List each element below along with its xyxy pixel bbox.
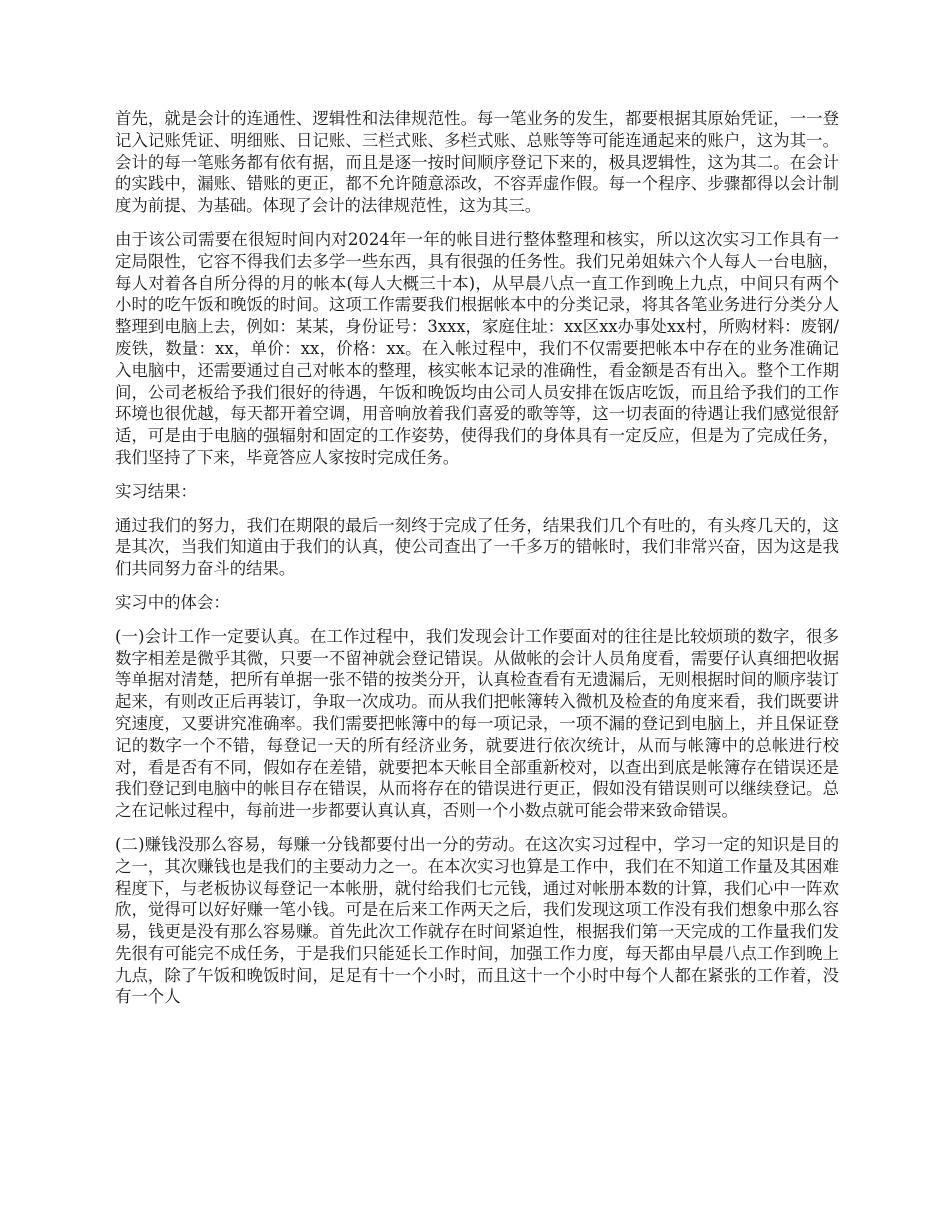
heading-internship-experience: 实习中的体会： xyxy=(115,592,230,612)
paragraph-accounting-principles: 首先，就是会计的连通性、逻辑性和法律规范性。每一笔业务的发生，都要根据其原始凭证，一一登记入记账凭证、明细账、日记账、三栏式账、多栏式账、总账等等可能连通起来的账户，这为其一。会计的每一笔账务都有依有据，而且是逐一按时间顺序登记下来的，极具逻辑性，这为其二。在会计的实践中，漏账、错账的更正，都不允许随意添改，不容弄虚作假。每一个程序、步骤都得以会计制度为前提、为基础。体现了会计的法律规范性，这为其三。 xyxy=(115,109,839,216)
paragraph-experience-two: (二)赚钱没那么容易，每赚一分钱都要付出一分的劳动。在这次实习过程中，学习一定的知识是目的之一，其次赚钱也是我们的主要动力之一。在本次实习也算是工作中，我们在不知道工作量及其困难程度下，与老板协议每登记一本帐册，就付给我们七元钱，通过对帐册本数的计算，我们心中一阵欢欣，觉得可以好好赚一笔小钱。可是在后来工作两天之后，我们发现这项工作没有我们想象中那么容易，钱更是没有那么容易赚。首先此次工作就存在时间紧迫性，根据我们第一天完成的工作量我们发先很有可能完不成任务，于是我们只能延长工作时间，加强工作力度，每天都由早晨八点工作到晚上九点，除了午饭和晚饭时间，足足有十一个小时，而且这十一个小时中每个人都在紧张的工作着，没有一个人 xyxy=(115,834,839,1007)
paragraph-results: 通过我们的努力，我们在期限的最后一刻终于完成了任务，结果我们几个有吐的，有头疼几天的，这是其次，当我们知道由于我们的认真，使公司查出了一千多万的错帐时，我们非常兴奋，因为这是我们共同努力奋斗的结果。 xyxy=(115,515,839,579)
paragraph-experience-one: (一)会计工作一定要认真。在工作过程中，我们发现会计工作要面对的往往是比较烦琐的数字，很多数字相差是微乎其微，只要一不留神就会登记错误。从做帐的会计人员角度看，需要仔认真细把收据等单据对清楚，把所有单据一张不错的按类分开，认真检查看有无遗漏后，无则根据时间的顺序装订起来，有则改正后再装订，争取一次成功。而从我们把帐簿转入微机及检查的角度来看，我们既要讲究速度，又要讲究准确率。我们需要把帐簿中的每一项记录，一项不漏的登记到电脑上，并且保证登记的数字一个不错，每登记一天的所有经济业务，就要进行依次统计，从而与帐簿中的总帐进行校对，看是否有不同，假如存在差错，就要把本天帐目全部重新校对，以查出到底是帐簿存在错误还是我们登记到电脑中的帐目存在错误，从而将存在的错误进行更正，假如没有错误则可以继续登记。总之在记帐过程中，每前进一步都要认真认真，否则一个小数点就可能会带来致命错误。 xyxy=(115,626,839,821)
heading-internship-results: 实习结果： xyxy=(115,481,197,501)
document-body xyxy=(115,108,839,1020)
paragraph-work-description: 由于该公司需要在很短时间内对2024年一年的帐目进行整体整理和核实，所以这次实习工作具有一定局限性，它容不得我们去多学一些东西，具有很强的任务性。我们兄弟姐妹六个人每人一台电脑，每人对着各自所分得的月的帐本(每人大概三十本)，从早晨八点一直工作到晚上九点，中间只有两个小时的吃午饭和晚饭的时间。这项工作需要我们根据帐本中的分类记录，将其各笔业务进行分类分人整理到电脑上去，例如：某某，身份证号：3xxx，家庭住址：xx区xx办事处xx村，所购材料：废钢/废铁，数量：xx，单价：xx，价格：xx。在入帐过程中，我们不仅需要把帐本中存在的业务准确记入电脑中，还需要通过自己对帐本的整理，核实帐本记录的准确性，看金额是否有出入。整个工作期间，公司老板给予我们很好的待遇，午饭和晚饭均由公司人员安排在饭店吃饭，而且给予我们的工作环境也很优越，每天都开着空调，用音响放着我们喜爱的歌等等，这一切表面的待遇让我们感觉很舒适，可是由于电脑的强辐射和固定的工作姿势，使得我们的身体具有一定反应，但是为了完成任务，我们坚持了下来，毕竟答应人家按时完成任务。 xyxy=(115,229,839,467)
